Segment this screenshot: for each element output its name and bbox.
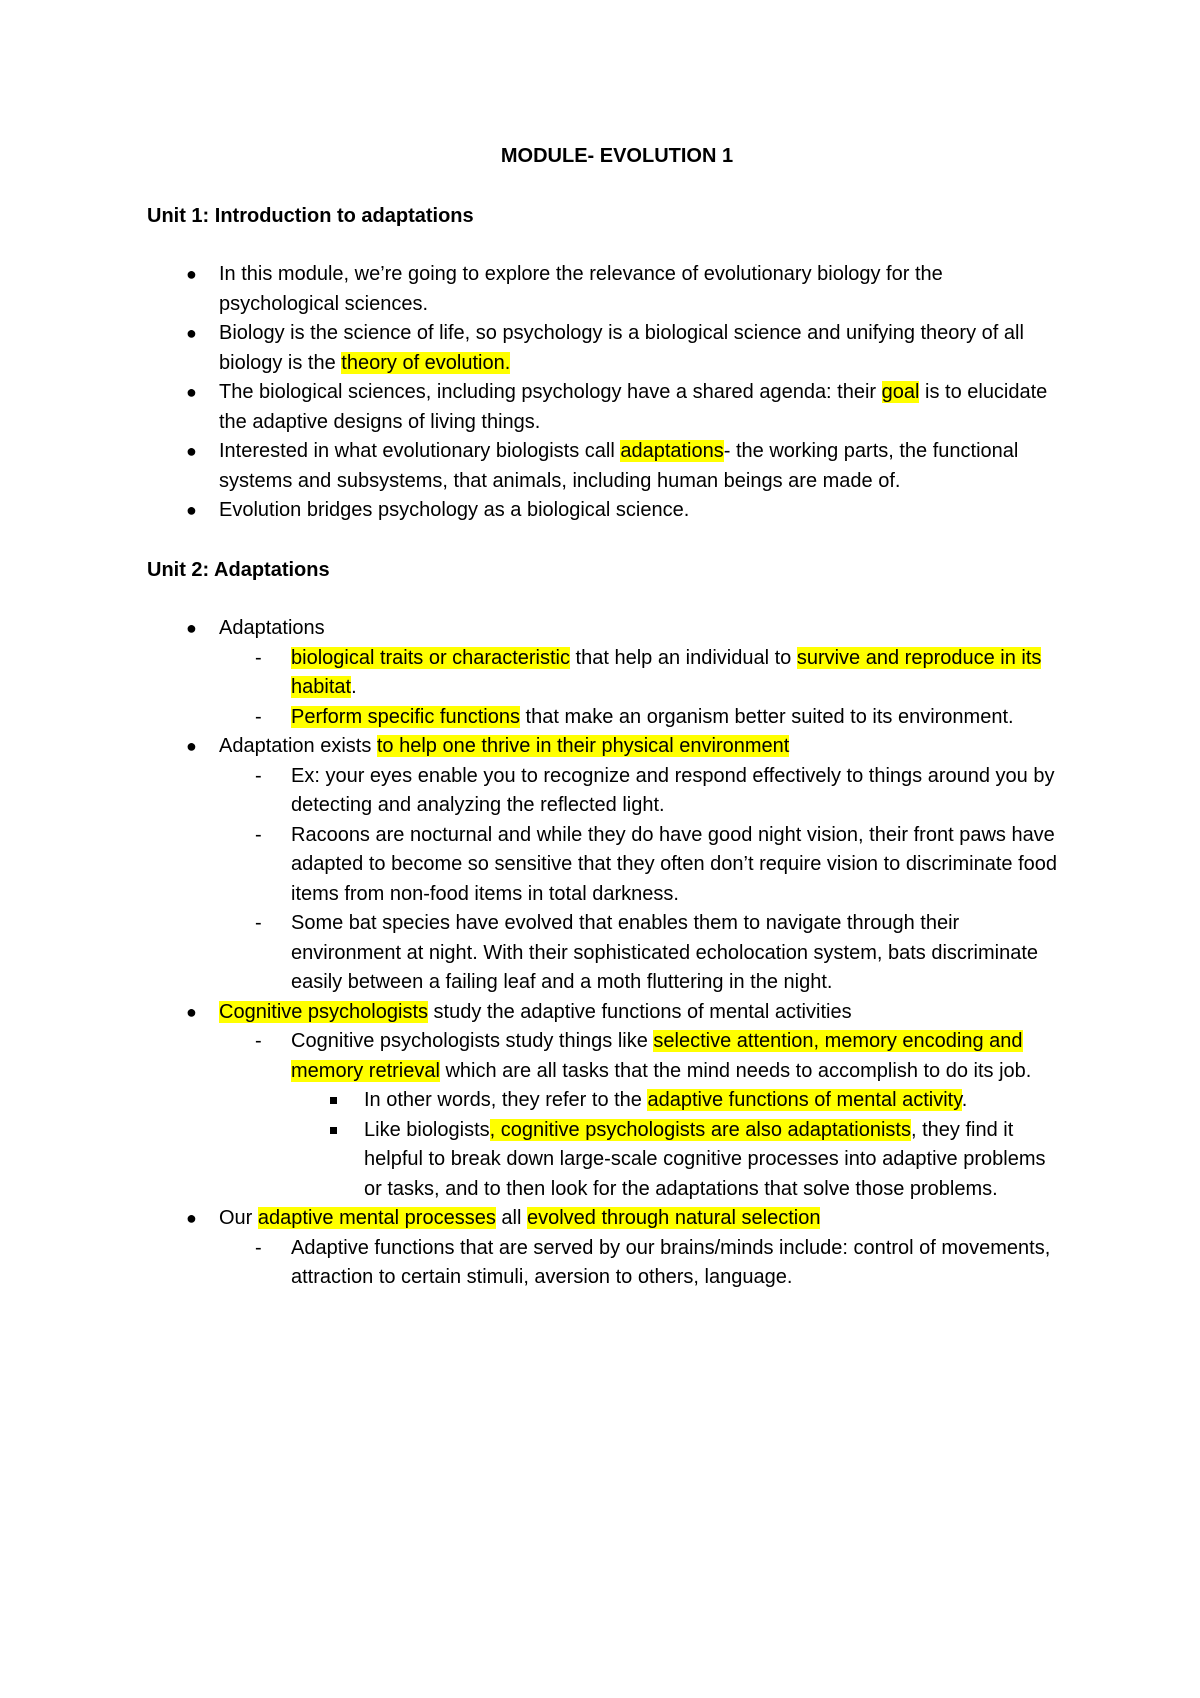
bullet-text: study the adaptive functions of mental activities [428, 1000, 852, 1023]
bullet-text: Our [219, 1207, 258, 1229]
list-item [147, 998, 1067, 1205]
bullet-text: all [495, 1207, 527, 1229]
document-body [147, 142, 1067, 1293]
sub-text: Ex: your eyes enable you to recognize and respond effectively to things around you by detecting and analyzing the reflected light. [291, 764, 1055, 816]
highlighted-text: adaptations [620, 440, 724, 462]
bullet-text: Biology is the science of life, so psychology is a biological science and unifying theory of all biology is the [219, 322, 1024, 374]
highlighted-text: evolved through natural selection [526, 1207, 821, 1229]
highlighted-text: adaptive mental processes [257, 1207, 496, 1229]
list-item [147, 614, 1067, 732]
dash-icon: - [255, 646, 262, 669]
dash-icon: - [255, 705, 262, 728]
bullet-icon: ● [186, 323, 197, 343]
sub-text: . [351, 676, 357, 698]
highlighted-text: adaptive functions of mental activity [647, 1089, 962, 1111]
sub-sub-text: Like biologists [364, 1118, 490, 1141]
bullet-icon: ● [186, 500, 197, 520]
sub-sub-list-item [291, 1086, 1067, 1116]
bullet-icon: ● [186, 441, 197, 461]
list-item [147, 496, 1067, 526]
dash-icon: - [255, 1030, 262, 1052]
sub-list-item [219, 703, 1067, 733]
sub-text: that help an individual to [570, 646, 797, 669]
sub-text: Cognitive psychologists study things like [291, 1030, 654, 1052]
square-bullet-icon [330, 1097, 337, 1104]
bullet-icon: ● [186, 264, 197, 284]
bullet-text: Adaptations [219, 617, 325, 639]
bullet-text: The biological sciences, including psychology have a shared agenda: their [219, 381, 882, 403]
sub-list-item [219, 1234, 1067, 1293]
list-item [147, 319, 1067, 378]
unit2-heading: Unit 2: Adaptations [147, 558, 330, 581]
bullet-icon: ● [186, 736, 197, 756]
square-bullet-icon [330, 1127, 337, 1134]
sub-list [219, 644, 1067, 733]
sub-list-item [219, 909, 1067, 998]
sub-list-item [219, 644, 1067, 703]
sub-text: Adaptive functions that are served by our brains/minds include: control of movements, attraction to certain stimuli, aversion to others, language. [291, 1236, 1051, 1288]
bullet-text: - the working parts, the functional systems and subsystems, that animals, including human beings are made of. [219, 440, 1019, 492]
bullet-text: Adaptation exists [219, 735, 377, 757]
sub-sub-text: In other words, they refer to the [364, 1089, 648, 1111]
bullet-icon: ● [186, 382, 197, 402]
unit1-list [147, 260, 1067, 526]
sub-list [219, 762, 1067, 998]
sub-sub-list-item [291, 1116, 1067, 1205]
highlighted-text: to help one thrive in their physical environment [376, 735, 790, 757]
list-item [147, 378, 1067, 437]
highlighted-text: theory of evolution. [341, 351, 511, 374]
bullet-text: Evolution bridges psychology as a biological science. [219, 499, 690, 521]
list-item [147, 437, 1067, 496]
list-item [147, 1204, 1067, 1293]
bullet-icon: ● [186, 1001, 197, 1022]
bullet-text: Interested in what evolutionary biologists call [219, 440, 621, 462]
sub-sub-list [291, 1086, 1067, 1204]
highlighted-text: goal [881, 381, 920, 403]
sub-sub-text: , they find it helpful to break down large-scale cognitive processes into adaptive problems or tasks, and to then look for the adaptations that solve those problems. [364, 1118, 1046, 1200]
bullet-text: is to elucidate the adaptive designs of living things. [219, 381, 1048, 433]
sub-text: which are all tasks that the mind needs to accomplish to do its job. [439, 1059, 1032, 1082]
sub-list [219, 1027, 1067, 1204]
sub-list-item [219, 1027, 1067, 1204]
sub-list [219, 1234, 1067, 1293]
dash-icon: - [255, 823, 262, 846]
sub-list-item [219, 762, 1067, 821]
highlighted-text: survive and reproduce in its habitat [291, 646, 1042, 698]
highlighted-text: selective attention, memory encoding and memory retrieval [291, 1030, 1023, 1082]
sub-text: Some bat species have evolved that enables them to navigate through their environment at night. With their sophisticated echolocation system, bats discriminate easily between a failing leaf and a moth fluttering in the night. [291, 912, 1039, 993]
bullet-icon: ● [186, 618, 197, 638]
sub-sub-text: . [961, 1089, 968, 1111]
list-item [147, 732, 1067, 998]
unit2-list [147, 614, 1067, 1293]
highlighted-text: Cognitive psychologists [219, 1000, 428, 1023]
dash-icon: - [255, 764, 262, 787]
highlighted-text: Perform specific functions [291, 705, 520, 728]
dash-icon: - [255, 912, 262, 934]
document-title: MODULE- EVOLUTION 1 [500, 145, 734, 167]
unit1-heading: Unit 1: Introduction to adaptations [147, 204, 474, 227]
list-item [147, 260, 1067, 319]
dash-icon: - [255, 1236, 262, 1259]
sub-text: Racoons are nocturnal and while they do have good night vision, their front paws have adapted to become so sensitive that they often don’t require vision to discriminate food items from non-food items in total darkness. [291, 823, 1058, 905]
sub-list-item [219, 821, 1067, 910]
sub-text: that make an organism better suited to its environment. [519, 705, 1014, 728]
highlighted-text: , cognitive psychologists are also adaptationists [489, 1118, 911, 1141]
highlighted-text: biological traits or characteristic [291, 646, 570, 669]
bullet-icon: ● [186, 1208, 197, 1228]
bullet-text: In this module, we’re going to explore the relevance of evolutionary biology for the psychological sciences. [219, 263, 943, 315]
